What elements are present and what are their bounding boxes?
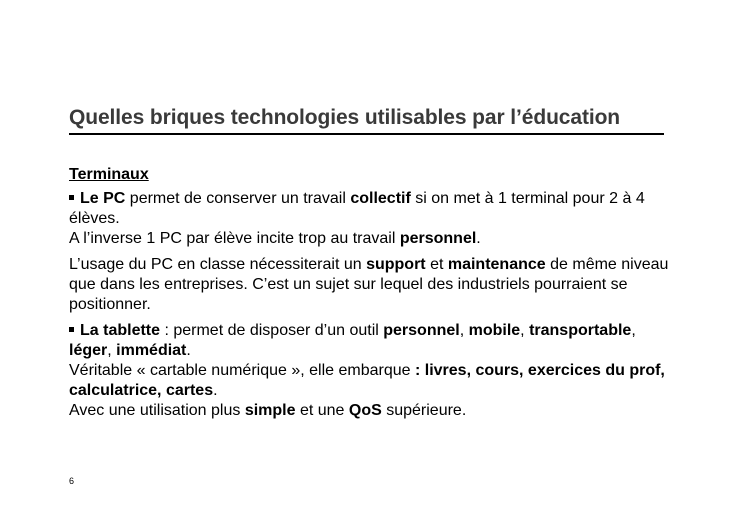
pc-text-1: permet de conserver un travail (125, 190, 351, 207)
tablet-label: La tablette (80, 322, 161, 339)
tablet-bold-immediat: immédiat (116, 342, 187, 359)
usage-text-2: et (425, 256, 448, 273)
usage-bold-maintenance: maintenance (447, 256, 546, 273)
tablet-sep-3: , (631, 322, 636, 339)
usage-text-1: L’usage du PC en classe nécessiterait un (69, 256, 367, 273)
tablet-sep-2: , (520, 322, 530, 339)
tablet-line2-end: . (213, 382, 218, 399)
tablet-bold-leger: léger (69, 342, 108, 359)
tablet-sep-5: . (186, 342, 191, 359)
square-bullet-icon (69, 195, 74, 200)
usage-paragraph (69, 255, 669, 315)
tablet-line3-text-2: et une (295, 402, 349, 419)
tablet-bold-personnel: personnel (383, 322, 460, 339)
tablet-line2 (69, 361, 669, 401)
tablet-sep-1: , (459, 322, 469, 339)
slide-content (69, 165, 669, 427)
pc-bold-personnel: personnel (399, 230, 477, 247)
usage-bold-support: support (366, 256, 426, 273)
tablet-sep-4: , (107, 342, 117, 359)
pc-paragraph (69, 189, 669, 229)
tablet-line2-text: Véritable « cartable numérique », elle embarque (69, 362, 415, 379)
pc-line2-end: . (476, 230, 481, 247)
square-bullet-icon (69, 327, 74, 332)
slide-title: Quelles briques technologies utilisables par l’éducation (69, 106, 621, 129)
pc-paragraph-line2 (69, 229, 669, 249)
title-underline (69, 133, 664, 135)
tablet-bold-transportable: transportable (529, 322, 632, 339)
section-heading: Terminaux (69, 166, 149, 183)
tablet-bold-mobile: mobile (468, 322, 521, 339)
pc-text-2: si on met à 1 terminal pour 2 à 4 élèves. (69, 190, 645, 227)
tablet-bold-simple: simple (244, 402, 296, 419)
tablet-line3-text-1: Avec une utilisation plus (69, 402, 245, 419)
pc-label: Le PC (80, 190, 126, 207)
tablet-paragraph (69, 321, 669, 361)
tablet-bold-qos: QoS (348, 402, 382, 419)
tablet-text-1: : permet de disposer d’un outil (160, 322, 384, 339)
tablet-line3-text-3: supérieure. (381, 402, 467, 419)
pc-line2-text: A l’inverse 1 PC par élève incite trop au travail (69, 230, 400, 247)
tablet-bold-contents: : livres, cours, exercices du prof, calculatrice, cartes (69, 362, 665, 399)
tablet-line3 (69, 401, 669, 421)
page-number: 6 (69, 476, 75, 486)
pc-bold-collectif: collectif (350, 190, 411, 207)
usage-text-3: de même niveau que dans les entreprises. C’est un sujet sur lequel des industriels pourraient se positionner. (69, 256, 669, 313)
